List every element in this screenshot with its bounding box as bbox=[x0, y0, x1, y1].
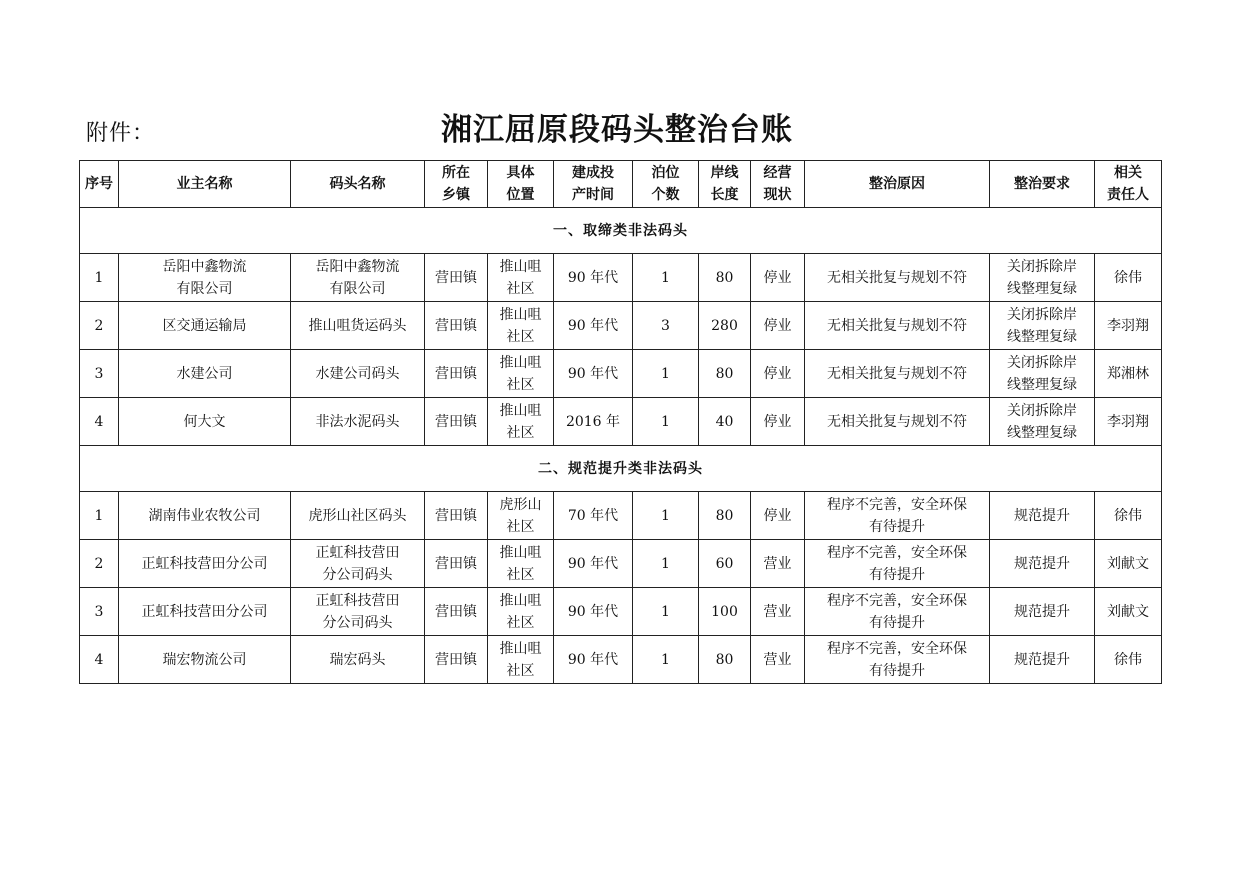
table-row bbox=[80, 636, 1162, 684]
cell-status: 停业 bbox=[751, 254, 805, 302]
cell-wharf: 正虹科技营田 分公司码头 bbox=[291, 588, 425, 636]
cell-owner: 岳阳中鑫物流 有限公司 bbox=[119, 254, 291, 302]
section-row bbox=[80, 446, 1162, 492]
cell-status: 停业 bbox=[751, 492, 805, 540]
cell-owner: 正虹科技营田分公司 bbox=[119, 540, 291, 588]
cell-reason: 程序不完善，安全环保 有待提升 bbox=[805, 540, 990, 588]
header-owner: 业主名称 bbox=[119, 161, 291, 208]
cell-built-time: 2016 年 bbox=[554, 398, 633, 446]
header-reason: 整治原因 bbox=[805, 161, 990, 208]
cell-responsible: 李羽翔 bbox=[1095, 398, 1162, 446]
cell-built-time: 90 年代 bbox=[554, 636, 633, 684]
cell-wharf: 非法水泥码头 bbox=[291, 398, 425, 446]
cell-responsible: 郑湘林 bbox=[1095, 350, 1162, 398]
cell-wharf: 水建公司码头 bbox=[291, 350, 425, 398]
cell-seq: 4 bbox=[80, 636, 119, 684]
cell-wharf: 瑞宏码头 bbox=[291, 636, 425, 684]
table-row bbox=[80, 302, 1162, 350]
cell-location: 虎形山 社区 bbox=[488, 492, 554, 540]
cell-town: 营田镇 bbox=[425, 350, 488, 398]
cell-location: 推山咀 社区 bbox=[488, 254, 554, 302]
cell-town: 营田镇 bbox=[425, 540, 488, 588]
cell-town: 营田镇 bbox=[425, 302, 488, 350]
cell-status: 营业 bbox=[751, 636, 805, 684]
cell-owner: 湖南伟业农牧公司 bbox=[119, 492, 291, 540]
table-row bbox=[80, 588, 1162, 636]
cell-location: 推山咀 社区 bbox=[488, 398, 554, 446]
attachment-label: 附件： bbox=[86, 121, 156, 146]
cell-wharf: 推山咀货运码头 bbox=[291, 302, 425, 350]
cell-responsible: 刘献文 bbox=[1095, 540, 1162, 588]
cell-requirement: 规范提升 bbox=[990, 540, 1095, 588]
cell-location: 推山咀 社区 bbox=[488, 350, 554, 398]
header-responsible: 相关 责任人 bbox=[1095, 161, 1162, 208]
cell-seq: 2 bbox=[80, 302, 119, 350]
cell-built-time: 90 年代 bbox=[554, 302, 633, 350]
cell-town: 营田镇 bbox=[425, 492, 488, 540]
cell-responsible: 徐伟 bbox=[1095, 636, 1162, 684]
cell-requirement: 关闭拆除岸 线整理复绿 bbox=[990, 254, 1095, 302]
cell-built-time: 90 年代 bbox=[554, 254, 633, 302]
cell-status: 停业 bbox=[751, 302, 805, 350]
cell-requirement: 关闭拆除岸 线整理复绿 bbox=[990, 398, 1095, 446]
cell-shoreline: 100 bbox=[699, 588, 751, 636]
cell-town: 营田镇 bbox=[425, 588, 488, 636]
header-town: 所在 乡镇 bbox=[425, 161, 488, 208]
cell-shoreline: 80 bbox=[699, 492, 751, 540]
cell-wharf: 正虹科技营田 分公司码头 bbox=[291, 540, 425, 588]
document-title: 湘江屈原段码头整治台账 bbox=[441, 112, 793, 148]
cell-berths: 1 bbox=[633, 398, 699, 446]
cell-requirement: 规范提升 bbox=[990, 636, 1095, 684]
table-row bbox=[80, 492, 1162, 540]
cell-responsible: 刘献文 bbox=[1095, 588, 1162, 636]
cell-shoreline: 80 bbox=[699, 636, 751, 684]
cell-requirement: 规范提升 bbox=[990, 588, 1095, 636]
cell-owner: 正虹科技营田分公司 bbox=[119, 588, 291, 636]
table-row bbox=[80, 540, 1162, 588]
header-status: 经营 现状 bbox=[751, 161, 805, 208]
cell-responsible: 徐伟 bbox=[1095, 254, 1162, 302]
cell-reason: 程序不完善，安全环保 有待提升 bbox=[805, 492, 990, 540]
cell-seq: 2 bbox=[80, 540, 119, 588]
cell-shoreline: 280 bbox=[699, 302, 751, 350]
cell-reason: 无相关批复与规划不符 bbox=[805, 254, 990, 302]
cell-requirement: 关闭拆除岸 线整理复绿 bbox=[990, 302, 1095, 350]
cell-owner: 水建公司 bbox=[119, 350, 291, 398]
cell-town: 营田镇 bbox=[425, 254, 488, 302]
cell-shoreline: 80 bbox=[699, 254, 751, 302]
header-wharf: 码头名称 bbox=[291, 161, 425, 208]
cell-reason: 无相关批复与规划不符 bbox=[805, 302, 990, 350]
table-row bbox=[80, 350, 1162, 398]
cell-location: 推山咀 社区 bbox=[488, 302, 554, 350]
header-seq: 序号 bbox=[80, 161, 119, 208]
cell-shoreline: 60 bbox=[699, 540, 751, 588]
cell-status: 停业 bbox=[751, 350, 805, 398]
cell-seq: 3 bbox=[80, 350, 119, 398]
cell-wharf: 虎形山社区码头 bbox=[291, 492, 425, 540]
cell-berths: 1 bbox=[633, 254, 699, 302]
cell-seq: 1 bbox=[80, 492, 119, 540]
header-berths: 泊位 个数 bbox=[633, 161, 699, 208]
cell-responsible: 李羽翔 bbox=[1095, 302, 1162, 350]
header-location: 具体 位置 bbox=[488, 161, 554, 208]
wharf-ledger-table bbox=[79, 160, 1162, 684]
cell-requirement: 规范提升 bbox=[990, 492, 1095, 540]
cell-owner: 瑞宏物流公司 bbox=[119, 636, 291, 684]
table-row bbox=[80, 398, 1162, 446]
cell-town: 营田镇 bbox=[425, 636, 488, 684]
cell-built-time: 90 年代 bbox=[554, 350, 633, 398]
cell-reason: 无相关批复与规划不符 bbox=[805, 398, 990, 446]
cell-seq: 1 bbox=[80, 254, 119, 302]
cell-location: 推山咀 社区 bbox=[488, 636, 554, 684]
cell-wharf: 岳阳中鑫物流 有限公司 bbox=[291, 254, 425, 302]
section-title: 二、规范提升类非法码头 bbox=[80, 446, 1162, 492]
cell-requirement: 关闭拆除岸 线整理复绿 bbox=[990, 350, 1095, 398]
cell-berths: 3 bbox=[633, 302, 699, 350]
cell-built-time: 90 年代 bbox=[554, 588, 633, 636]
cell-location: 推山咀 社区 bbox=[488, 540, 554, 588]
cell-reason: 无相关批复与规划不符 bbox=[805, 350, 990, 398]
table-row bbox=[80, 254, 1162, 302]
cell-owner: 区交通运输局 bbox=[119, 302, 291, 350]
header-requirement: 整治要求 bbox=[990, 161, 1095, 208]
header-built-time: 建成投 产时间 bbox=[554, 161, 633, 208]
section-row bbox=[80, 208, 1162, 254]
cell-shoreline: 80 bbox=[699, 350, 751, 398]
cell-built-time: 90 年代 bbox=[554, 540, 633, 588]
cell-shoreline: 40 bbox=[699, 398, 751, 446]
cell-town: 营田镇 bbox=[425, 398, 488, 446]
cell-location: 推山咀 社区 bbox=[488, 588, 554, 636]
cell-reason: 程序不完善，安全环保 有待提升 bbox=[805, 588, 990, 636]
cell-status: 营业 bbox=[751, 588, 805, 636]
cell-status: 停业 bbox=[751, 398, 805, 446]
table-header-row bbox=[80, 161, 1162, 208]
cell-built-time: 70 年代 bbox=[554, 492, 633, 540]
cell-berths: 1 bbox=[633, 588, 699, 636]
cell-reason: 程序不完善，安全环保 有待提升 bbox=[805, 636, 990, 684]
cell-status: 营业 bbox=[751, 540, 805, 588]
cell-berths: 1 bbox=[633, 636, 699, 684]
table-body bbox=[80, 208, 1162, 684]
cell-berths: 1 bbox=[633, 540, 699, 588]
section-title: 一、取缔类非法码头 bbox=[80, 208, 1162, 254]
cell-seq: 4 bbox=[80, 398, 119, 446]
cell-owner: 何大文 bbox=[119, 398, 291, 446]
cell-berths: 1 bbox=[633, 492, 699, 540]
header-shoreline: 岸线 长度 bbox=[699, 161, 751, 208]
cell-seq: 3 bbox=[80, 588, 119, 636]
cell-responsible: 徐伟 bbox=[1095, 492, 1162, 540]
cell-berths: 1 bbox=[633, 350, 699, 398]
